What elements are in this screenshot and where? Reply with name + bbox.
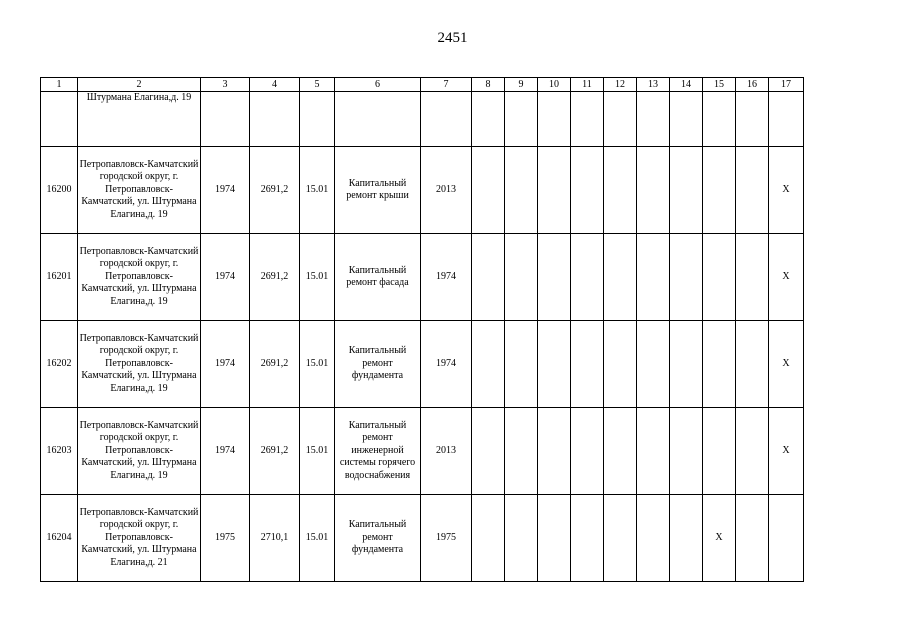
cell-col15 (703, 234, 736, 321)
column-header-17: 17 (769, 78, 804, 92)
cell-col15 (703, 147, 736, 234)
cell-area: 2710,1 (250, 495, 300, 582)
cell-col8 (472, 321, 505, 408)
cell-empty (637, 92, 670, 147)
cell-col17: X (769, 147, 804, 234)
cell-col12 (604, 147, 637, 234)
cell-col9 (505, 234, 538, 321)
column-header-2: 2 (78, 78, 201, 92)
cell-empty (538, 92, 571, 147)
cell-year: 1974 (201, 234, 250, 321)
cell-col11 (571, 495, 604, 582)
cell-col13 (637, 495, 670, 582)
cell-year: 1975 (201, 495, 250, 582)
cell-address: Петропавловск-Камчатский городской округ, г. Петропавловск-Камчатский, ул. Штурмана Елагина,д. 21 (78, 495, 201, 582)
cell-col10 (538, 234, 571, 321)
cell-col16 (736, 408, 769, 495)
cell-empty (41, 92, 78, 147)
cell-empty (670, 92, 703, 147)
cell-work: Капитальный ремонт инженерной системы горячего водоснабжения (335, 408, 421, 495)
cell-col17: X (769, 234, 804, 321)
cell-col9 (505, 147, 538, 234)
cell-empty (571, 92, 604, 147)
cell-col14 (670, 495, 703, 582)
cell-col12 (604, 321, 637, 408)
column-header-8: 8 (472, 78, 505, 92)
cell-col16 (736, 147, 769, 234)
page-number: 2451 (437, 30, 468, 46)
cell-empty (736, 92, 769, 147)
cell-year-work: 2013 (421, 147, 472, 234)
table-row (41, 321, 804, 408)
cell-col8 (472, 495, 505, 582)
cell-year-work: 1974 (421, 234, 472, 321)
table-header (41, 78, 804, 92)
cell-col13 (637, 321, 670, 408)
cell-code: 15.01 (300, 234, 335, 321)
cell-address: Петропавловск-Камчатский городской округ, г. Петропавловск-Камчатский, ул. Штурмана Елагина,д. 19 (78, 147, 201, 234)
cell-col8 (472, 234, 505, 321)
cell-area: 2691,2 (250, 321, 300, 408)
cell-col16 (736, 234, 769, 321)
cell-col11 (571, 321, 604, 408)
cell-empty (421, 92, 472, 147)
cell-year: 1974 (201, 147, 250, 234)
cell-year: 1974 (201, 408, 250, 495)
column-header-12: 12 (604, 78, 637, 92)
column-header-5: 5 (300, 78, 335, 92)
cell-year-work: 1975 (421, 495, 472, 582)
cell-id: 16203 (41, 408, 78, 495)
column-header-15: 15 (703, 78, 736, 92)
cell-col10 (538, 147, 571, 234)
cell-empty (335, 92, 421, 147)
cell-address: Штурмана Елагина,д. 19 (78, 92, 201, 147)
cell-work: Капитальный ремонт фундамента (335, 495, 421, 582)
cell-id: 16202 (41, 321, 78, 408)
cell-col15 (703, 408, 736, 495)
cell-col11 (571, 234, 604, 321)
column-header-16: 16 (736, 78, 769, 92)
column-header-10: 10 (538, 78, 571, 92)
cell-address: Петропавловск-Камчатский городской округ, г. Петропавловск-Камчатский, ул. Штурмана Елагина,д. 19 (78, 321, 201, 408)
cell-col14 (670, 408, 703, 495)
cell-work: Капитальный ремонт фундамента (335, 321, 421, 408)
cell-col14 (670, 234, 703, 321)
cell-empty (769, 92, 804, 147)
cell-col15: X (703, 495, 736, 582)
cell-work: Капитальный ремонт крыши (335, 147, 421, 234)
cell-id: 16200 (41, 147, 78, 234)
cell-col16 (736, 495, 769, 582)
cell-col8 (472, 147, 505, 234)
cell-code: 15.01 (300, 147, 335, 234)
cell-year: 1974 (201, 321, 250, 408)
cell-col8 (472, 408, 505, 495)
cell-area: 2691,2 (250, 234, 300, 321)
cell-empty (604, 92, 637, 147)
cell-empty (703, 92, 736, 147)
cell-col11 (571, 408, 604, 495)
column-header-6: 6 (335, 78, 421, 92)
table-row (41, 147, 804, 234)
cell-col17 (769, 495, 804, 582)
cell-address: Петропавловск-Камчатский городской округ, г. Петропавловск-Камчатский, ул. Штурмана Елагина,д. 19 (78, 408, 201, 495)
cell-col10 (538, 321, 571, 408)
cell-id: 16204 (41, 495, 78, 582)
cell-area: 2691,2 (250, 408, 300, 495)
column-header-13: 13 (637, 78, 670, 92)
column-header-4: 4 (250, 78, 300, 92)
cell-col9 (505, 408, 538, 495)
cell-code: 15.01 (300, 408, 335, 495)
cell-col9 (505, 321, 538, 408)
cell-col12 (604, 234, 637, 321)
cell-col12 (604, 408, 637, 495)
cell-code: 15.01 (300, 495, 335, 582)
cell-col13 (637, 408, 670, 495)
cell-col13 (637, 234, 670, 321)
column-header-1: 1 (41, 78, 78, 92)
table-row (41, 408, 804, 495)
cell-col15 (703, 321, 736, 408)
cell-col14 (670, 147, 703, 234)
cell-col11 (571, 147, 604, 234)
cell-col12 (604, 495, 637, 582)
cell-address: Петропавловск-Камчатский городской округ, г. Петропавловск-Камчатский, ул. Штурмана Елагина,д. 19 (78, 234, 201, 321)
table-row (41, 234, 804, 321)
cell-col17: X (769, 321, 804, 408)
cell-empty (300, 92, 335, 147)
cell-col14 (670, 321, 703, 408)
cell-year-work: 1974 (421, 321, 472, 408)
cell-empty (201, 92, 250, 147)
cell-col16 (736, 321, 769, 408)
cell-col13 (637, 147, 670, 234)
column-header-3: 3 (201, 78, 250, 92)
cell-col9 (505, 495, 538, 582)
cell-code: 15.01 (300, 321, 335, 408)
cell-empty (505, 92, 538, 147)
column-header-14: 14 (670, 78, 703, 92)
header-row (41, 78, 804, 92)
column-header-11: 11 (571, 78, 604, 92)
cell-empty (472, 92, 505, 147)
cell-empty (250, 92, 300, 147)
cell-id: 16201 (41, 234, 78, 321)
table-row (41, 495, 804, 582)
cell-col10 (538, 495, 571, 582)
cell-col17: X (769, 408, 804, 495)
cell-col10 (538, 408, 571, 495)
cell-year-work: 2013 (421, 408, 472, 495)
column-header-9: 9 (505, 78, 538, 92)
continuation-row (41, 92, 804, 147)
cell-work: Капитальный ремонт фасада (335, 234, 421, 321)
register-table (40, 77, 804, 582)
cell-area: 2691,2 (250, 147, 300, 234)
column-header-7: 7 (421, 78, 472, 92)
